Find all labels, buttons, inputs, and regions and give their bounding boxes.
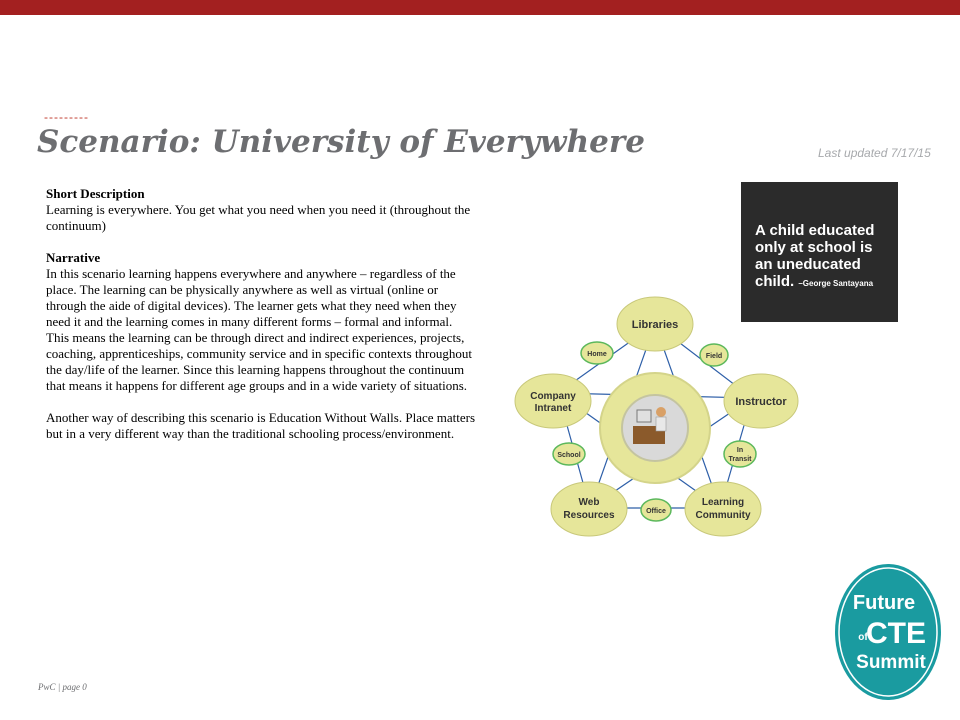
svg-text:Transit: Transit <box>728 456 752 463</box>
narrative-paragraph-1: In this scenario learning happens everywhere and anywhere – regardless of the place. The learning can be physically anywhere as well as virtual (online or through the aide of digital devices). The learner gets what they need when they need it and the learning comes in many different forms – formal and informal. This means the learning can be through direct and indirect experiences, projects, coaching, apprenticeships, community service and in specific contexts throughout the day/life of the learner. Since this learning happens throughout the continuum that means it happens for different age groups and in a wide variety of situations. <box>46 266 472 393</box>
svg-text:School: School <box>557 452 581 459</box>
svg-text:Resources: Resources <box>563 510 615 521</box>
svg-text:CTE: CTE <box>866 617 926 650</box>
short-description-heading: Short Description <box>46 186 145 201</box>
in-transit-node <box>724 441 756 467</box>
body-text <box>46 186 476 442</box>
quote-text: A child educated only at school is an uneducated child. <box>755 222 875 290</box>
instructor-node <box>724 374 798 428</box>
page-title: Scenario: University of Everywhere <box>37 124 645 160</box>
svg-text:Libraries: Libraries <box>631 319 679 331</box>
svg-text:Summit: Summit <box>856 652 926 673</box>
libraries-node <box>617 297 693 351</box>
top-accent-bar <box>0 0 960 15</box>
company-intranet-node <box>515 374 591 428</box>
last-updated-label: Last updated 7/17/15 <box>818 146 931 160</box>
svg-text:In: In <box>736 447 744 454</box>
home-node <box>581 342 613 364</box>
office-node <box>641 499 671 521</box>
svg-text:Intranet: Intranet <box>534 403 572 414</box>
svg-text:Web: Web <box>578 497 600 508</box>
web-resources-node <box>551 482 627 536</box>
svg-text:Company: Company <box>530 391 576 402</box>
school-node <box>553 443 585 465</box>
svg-text:Instructor: Instructor <box>735 396 787 408</box>
narrative-paragraph-2: Another way of describing this scenario is Education Without Walls. Place matters but in a very different way than the traditional schooling process/environment. <box>46 410 476 441</box>
svg-text:of: of <box>858 632 868 643</box>
svg-text:Home: Home <box>587 351 607 358</box>
narrative-heading: Narrative <box>46 250 101 265</box>
svg-text:Future: Future <box>852 592 916 614</box>
quote-text-block <box>755 222 890 292</box>
quote-attribution: –George Santayana <box>798 279 874 288</box>
short-description-text: Learning is everywhere. You get what you need when you need it (throughout the continuum) <box>46 202 471 233</box>
title-dash-decoration: --------- <box>44 110 89 124</box>
learning-places-diagram <box>505 288 805 543</box>
future-of-cte-summit-logo <box>834 563 942 701</box>
svg-text:Learning: Learning <box>701 497 745 508</box>
footer-page-label: PwC | page 0 <box>38 682 87 692</box>
svg-text:Community: Community <box>695 510 751 521</box>
svg-text:Office: Office <box>646 508 666 515</box>
learning-community-node <box>685 482 761 536</box>
svg-text:Field: Field <box>705 353 723 360</box>
field-node <box>700 344 728 366</box>
